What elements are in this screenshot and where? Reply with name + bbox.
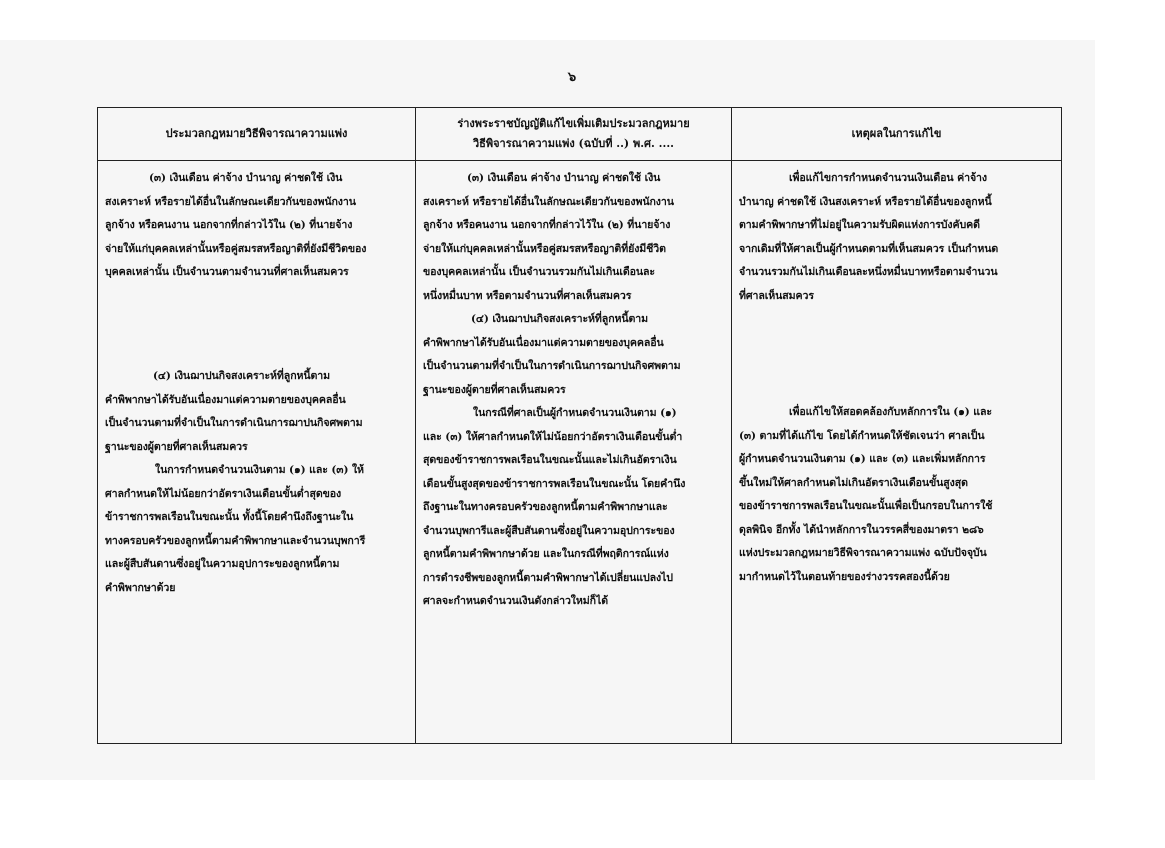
header-draft-line-1: ร่างพระราชบัญญัติแก้ไขเพิ่มเติมประมวลกฎหมาย [457,117,690,130]
draft-amendment-body [416,161,731,614]
text-line: คำพิพากษาด้วย [105,581,176,594]
text-line: จ่ายให้แก่บุคคลเหล่านั้นหรือคู่สมรสหรือญาติที่ยังมีชีวิต [423,242,666,255]
comparison-table [97,107,1062,744]
current-law-para-2 [105,365,411,600]
text-line: ดุลพินิจ อีกทั้ง ได้นำหลักการในวรรคสี่ของมาตรา ๒๘๖ [739,523,984,536]
text-line: ศาลกำหนดให้ไม่น้อยกว่าอัตราเงินเดือนขั้นต่ำสุดของ [105,487,342,500]
column-draft-amendment [416,108,732,743]
text-line: จ่ายให้แก่บุคคลเหล่านั้นหรือคู่สมรสหรือญาติที่ยังมีชีวิตของ [105,242,367,255]
text-line: ลูกหนี้ตามคำพิพากษาด้วย และในกรณีที่พฤติการณ์แห่ง [423,548,669,560]
text-line: หนึ่งหมื่นบาท หรือตามจำนวนที่ศาลเห็นสมควร [423,289,632,302]
text-line: ผู้กำหนดจำนวนเงินตาม (๑) และ (๓) และเพิ่มหลักการ [739,453,986,465]
text-line: ขึ้นใหม่ให้ศาลกำหนดไม่เกินอัตราเงินเดือนขั้นสูงสุด [739,476,968,489]
text-line: และ (๓) ให้ศาลกำหนดให้ไม่น้อยกว่าอัตราเงินเดือนขั้นต่ำ [423,430,683,443]
text-line: ที่ศาลเห็นสมควร [739,289,814,302]
text-line: ในกรณีที่ศาลเป็นผู้กำหนดจำนวนเงินตาม (๑) [473,407,677,419]
draft-para-2 [423,308,724,402]
text-line: (๓) เงินเดือน ค่าจ้าง บำนาญ ค่าชดใช้ เงิน [149,172,343,184]
text-line: ลูกจ้าง หรือคนงาน นอกจากที่กล่าวไว้ใน (๒) ที่นายจ้าง [423,219,671,231]
text-line: คำพิพากษาได้รับอันเนื่องมาแต่ความตายของบุคคลอื่น [423,336,664,349]
text-line: ถึงฐานะในทางครอบครัวของลูกหนี้ตามคำพิพากษาและ [423,501,668,513]
text-line: จากเดิมที่ให้ศาลเป็นผู้กำหนดตามที่เห็นสมควร เป็นกำหนด [739,242,999,255]
text-line: สงเคราะห์ หรือรายได้อื่นในลักษณะเดียวกันของพนักงาน [423,195,674,208]
text-line: เดือนขั้นสูงสุดของข้าราชการพลเรือนในขณะนั้น โดยคำนึง [423,477,686,490]
text-line: (๓) ตามที่ได้แก้ไข โดยได้กำหนดให้ชัดเจนว่า ศาลเป็น [739,429,985,442]
header-current-law [98,108,415,161]
text-line: การดำรงชีพของลูกหนี้ตามคำพิพากษาได้เปลี่ยนแปลงไป [423,571,673,584]
draft-para-3 [423,402,724,614]
page-number: ๖ [567,70,577,85]
text-line: จำนวนรวมกันไม่เกินเดือนละหนึ่งหมื่นบาทหรือตามจำนวน [739,266,998,278]
text-line: เพื่อแก้ไขการกำหนดจำนวนเงินเดือน ค่าจ้าง [789,172,987,184]
text-line: ของข้าราชการพลเรือนในขณะนั้นเพื่อเป็นกรอบในการใช้ [739,500,993,512]
header-current-law-text: ประมวลกฎหมายวิธีพิจารณาความแพ่ง [165,127,348,140]
text-line: ลูกจ้าง หรือคนงาน นอกจากที่กล่าวไว้ใน (๒) ที่นายจ้าง [105,219,353,231]
text-line: แห่งประมวลกฎหมายวิธีพิจารณาความแพ่ง ฉบับปัจจุบัน [739,547,987,559]
column-current-law [98,108,416,743]
text-line: ทางครอบครัวของลูกหนี้ตามคำพิพากษาและจำนวนบุพการี [105,534,366,547]
text-line: บำนาญ ค่าชดใช้ เงินสงเคราะห์ หรือรายได้อื่นของลูกหนี้ [739,195,992,208]
header-reasons-text: เหตุผลในการแก้ไข [851,127,942,140]
current-law-body [98,161,415,594]
text-line: บุคคลเหล่านั้น เป็นจำนวนตามจำนวนที่ศาลเห็นสมควร [105,266,349,278]
current-law-para-1 [105,167,408,285]
text-line: ศาลจะกำหนดจำนวนเงินดังกล่าวใหม่ก็ได้ [423,595,608,607]
header-draft-line-2: วิธีพิจารณาความแพ่ง (ฉบับที่ ..) พ.ศ. .... [472,137,675,150]
text-line: คำพิพากษาได้รับอันเนื่องมาแต่ความตายของบุคคลอื่น [105,393,346,406]
text-line: จำนวนบุพการีและผู้สืบสันดานซึ่งอยู่ในความอุปการะของ [423,524,675,537]
text-line: (๔) เงินฌาปนกิจสงเคราะห์ที่ลูกหนี้ตาม [153,370,331,382]
text-line: และผู้สืบสันดานซึ่งอยู่ในความอุปการะของลูกหนี้ตาม [105,558,340,570]
text-line: มากำหนดไว้ในตอนท้ายของร่างวรรคสองนี้ด้วย [739,570,950,583]
text-line: เพื่อแก้ไขให้สอดคล้องกับหลักการใน (๑) และ [789,406,992,418]
text-line: ข้าราชการพลเรือนในขณะนั้น ทั้งนี้โดยคำนึงถึงฐานะใน [105,511,354,523]
header-draft-amendment [416,108,731,161]
reasons-para-1 [739,167,1054,308]
draft-para-1 [423,167,724,308]
text-line: (๓) เงินเดือน ค่าจ้าง บำนาญ ค่าชดใช้ เงิน [467,172,661,184]
text-line: ของบุคคลเหล่านั้น เป็นจำนวนรวมกันไม่เกินเดือนละ [423,266,656,278]
text-line: ฐานะของผู้ตายที่ศาลเห็นสมควร [105,440,248,453]
text-line: (๔) เงินฌาปนกิจสงเคราะห์ที่ลูกหนี้ตาม [471,313,649,325]
text-line: เป็นจำนวนตามที่จำเป็นในการดำเนินการฌาปนกิจศพตาม [423,360,681,372]
text-line: เป็นจำนวนตามที่จำเป็นในการดำเนินการฌาปนกิจศพตาม [105,417,363,429]
text-line: ในการกำหนดจำนวนเงินตาม (๑) และ (๓) ให้ [155,464,364,476]
header-reasons [732,108,1061,161]
column-reasons [732,108,1061,743]
text-line: สุดของข้าราชการพลเรือนในขณะนั้นและไม่เกินอัตราเงิน [423,454,677,466]
text-line: ฐานะของผู้ตายที่ศาลเห็นสมควร [423,383,566,396]
reasons-body [732,161,1061,583]
reasons-para-2 [739,401,1057,589]
text-line: สงเคราะห์ หรือรายได้อื่นในลักษณะเดียวกันของพนักงาน [105,195,356,208]
text-line: ตามคำพิพากษาที่ไม่อยู่ในความรับผิดแห่งการบังคับคดี [739,219,980,231]
